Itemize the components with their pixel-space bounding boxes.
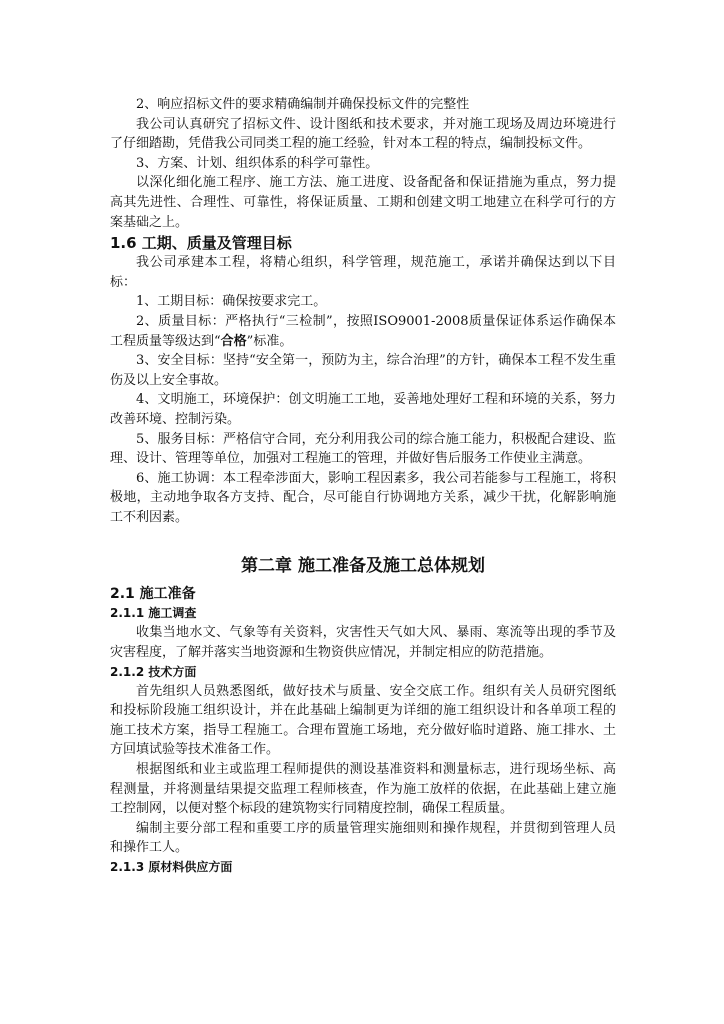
goal-quality-prefix: 2、质量目标：严格执行“三检制”，按照ISO9001-2008质量保证体系运作确保本工程质量等级达到“ — [110, 313, 616, 349]
goal-quality — [110, 312, 616, 351]
goal-quality-grade: 合格 — [220, 333, 247, 349]
section-heading-2-1: 2.1 施工准备 — [110, 586, 196, 603]
goal-quality-suffix: ”标准。 — [246, 333, 293, 349]
item2-body: 我公司认真研究了招标文件、设计图纸和技术要求，并对施工现场及周边环境进行了仔细踏勘，凭借我公司同类工程的施工经验，针对本工程的特点，编制投标文件。 — [110, 116, 616, 152]
item2-title: 2、响应招标文件的要求精确编制并确保投标文件的完整性 — [136, 97, 470, 112]
goal-coordination: 6、施工协调：本工程牵涉面大，影响工程因素多，我公司若能参与工程施工，将积极地，主动地争取各方支持、配合，尽可能自行协调地方关系，减少干扰，化解影响施工不利因素。 — [110, 470, 616, 525]
document-page — [110, 95, 616, 877]
survey-paragraph: 收集当地水文、气象等有关资料，灾害性天气如大风、暴雨、寒流等出现的季节及灾害程度，了解并落实当地资源和生物资供应情况，并制定相应的防范措施。 — [110, 625, 616, 661]
subsection-heading-2-1-3: 2.1.3 原材料供应方面 — [110, 860, 233, 874]
goal-schedule: 1、工期目标：确保按要求完工。 — [136, 294, 327, 310]
item3-title: 3、方案、计划、组织体系的科学可靠性。 — [136, 155, 379, 171]
goal-service: 5、服务目标：严格信守合同，充分利用我公司的综合施工能力，积极配合建设、监理、设计、管理等单位，加强对工程施工的管理，并做好售后服务工作使业主满意。 — [110, 431, 616, 467]
technical-paragraph-2: 根据图纸和业主或监理工程师提供的测设基准资料和测量标志，进行现场坐标、高程测量，并将测量结果提交监理工程师核查，作为施工放样的依据，在此基础上建立施工控制网，以便对整个标段的建筑物实行同精度控制，确保工程质量。 — [110, 762, 616, 817]
subsection-heading-2-1-2: 2.1.2 技术方面 — [110, 664, 197, 679]
subsection-heading-2-1-1: 2.1.1 施工调查 — [110, 606, 197, 621]
goal-safety: 3、安全目标：坚持“安全第一，预防为主，综合治理”的方针，确保本工程不发生重伤及以上安全事故。 — [110, 353, 616, 388]
chapter-title: 第二章 施工准备及施工总体规划 — [241, 556, 485, 577]
goal-civilized-construction: 4、文明施工，环境保护：创文明施工工地，妥善地处理好工程和环境的关系，努力改善环境、控制污染。 — [110, 392, 616, 427]
section-heading-1-6: 1.6 工期、质量及管理目标 — [110, 234, 292, 253]
technical-paragraph-1: 首先组织人员熟悉图纸，做好技术与质量、安全交底工作。组织有关人员研究图纸和投标阶段施工组织设计，并在此基础上编制更为详细的施工组织设计和各单项工程的施工技术方案，指导工程施工。合理布置施工场地，充分做好临时道路、施工排水、土方回填试验等技术准备工作。 — [110, 683, 616, 758]
item3-body: 以深化细化施工程序、施工方法、施工进度、设备配备和保证措施为重点，努力提高其先进性、合理性、可靠性，将保证质量、工期和创建文明工地建立在科学可行的方案基础之上。 — [110, 175, 616, 230]
technical-paragraph-3: 编制主要分部工程和重要工序的质量管理实施细则和操作规程，并贯彻到管理人员和操作工人。 — [110, 820, 616, 856]
goals-intro: 我公司承建本工程，将精心组织，科学管理，规范施工，承诺并确保达到以下目标： — [110, 255, 616, 290]
